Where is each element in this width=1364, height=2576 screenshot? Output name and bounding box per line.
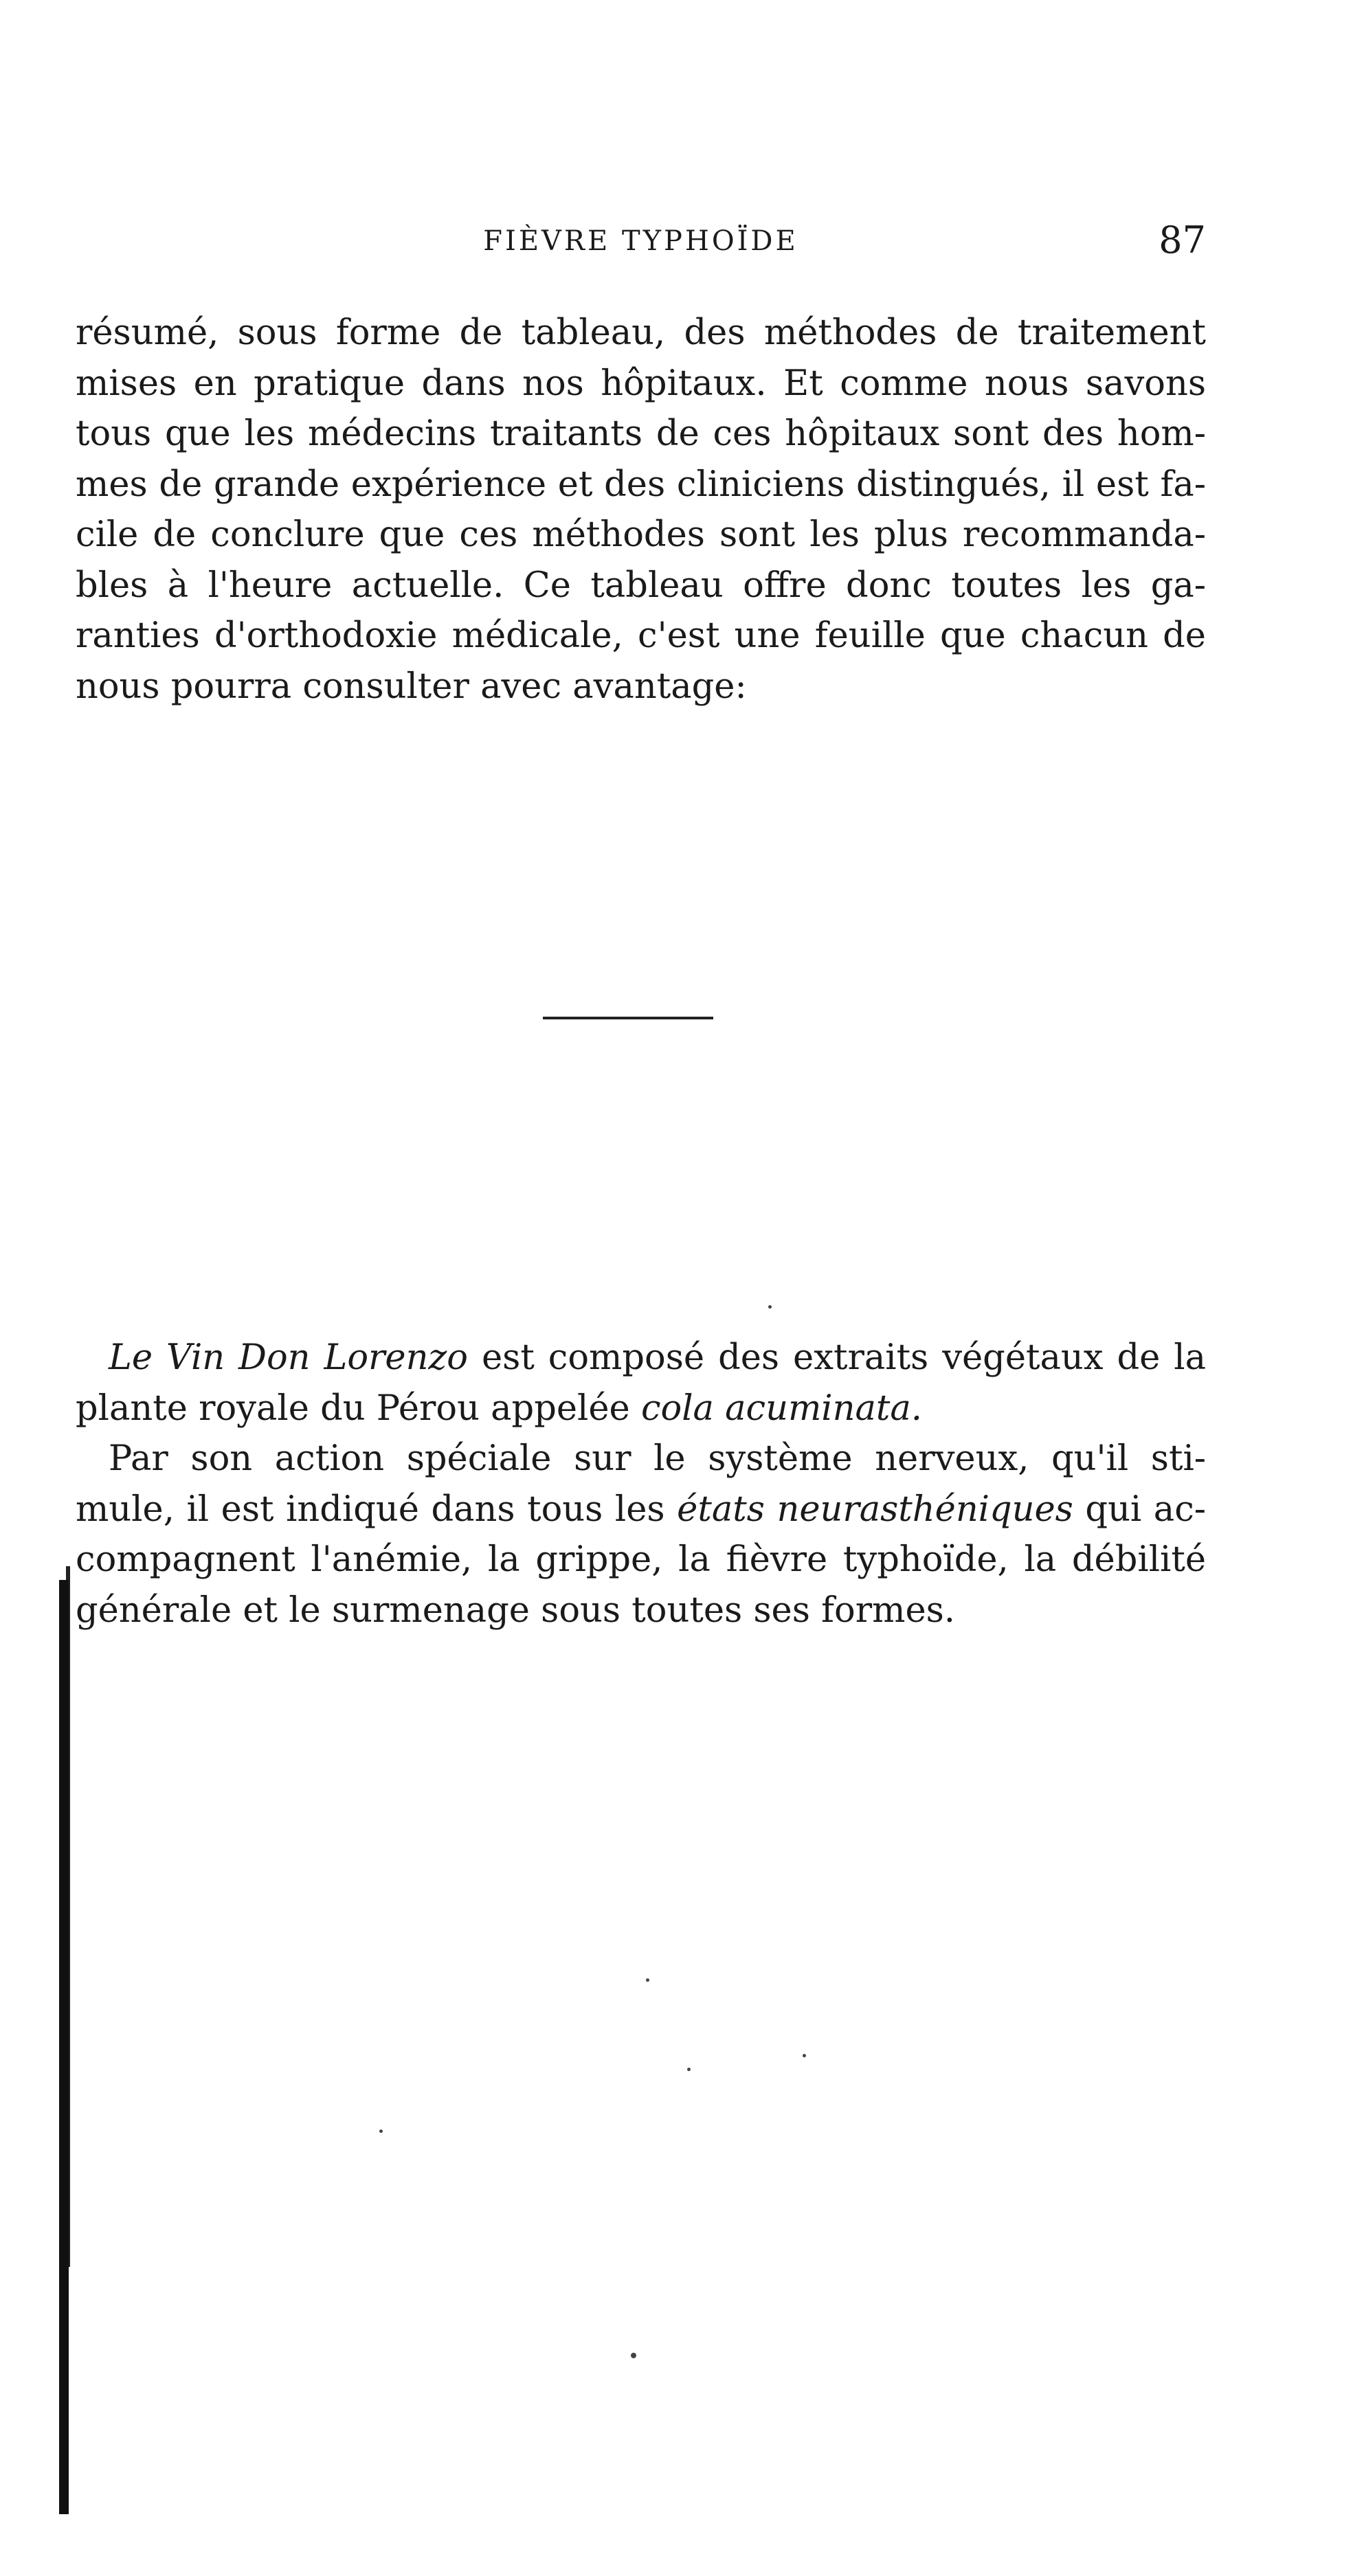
scan-speck <box>631 2353 636 2358</box>
text-line: mises en pratique dans nos hôpitaux. Et comme nous savons <box>76 363 1206 404</box>
text-line <box>76 1383 1206 1434</box>
text-line: résumé, sous forme de tableau, des méthodes de traitement <box>76 313 1206 353</box>
scan-speck <box>646 1978 649 1982</box>
text-line: cile de conclure que ces méthodes sont les plus recommanda- <box>76 515 1206 555</box>
paragraph-advertisement <box>76 1333 1206 1636</box>
product-name: Le Vin Don Lorenzo <box>109 1337 469 1378</box>
text-line <box>76 1333 1206 1383</box>
text-line <box>76 1484 1206 1535</box>
text-span: mule, il est indiqué dans tous les <box>76 1489 678 1530</box>
text-line: tous que les médecins traitants de ces hôpitaux sont des hom- <box>76 414 1206 454</box>
text-line: bles à l'heure actuelle. Ce tableau offre donc toutes les ga- <box>76 565 1206 606</box>
page-number: 87 <box>1159 218 1206 262</box>
paragraph-methods <box>76 308 1206 712</box>
condition-name: états neurasthéniques <box>677 1489 1073 1530</box>
text-line: compagnent l'anémie, la grippe, la fièvre typhoïde, la débilité <box>76 1539 1206 1580</box>
plant-name: cola acuminata. <box>640 1388 922 1429</box>
scan-speck <box>687 2068 691 2071</box>
text-line: générale et le surmenage sous toutes ses formes. <box>76 1590 956 1631</box>
running-title: FIÈVRE TYPHOÏDE <box>483 225 798 257</box>
scan-margin-bar <box>59 1580 69 2514</box>
scan-speck <box>768 1305 772 1309</box>
text-line: nous pourra consulter avec avantage: <box>76 666 747 707</box>
text-span: qui ac- <box>1073 1489 1206 1530</box>
text-span: plante royale du Pérou appelée <box>76 1388 641 1429</box>
running-head <box>76 218 1206 260</box>
scan-speck <box>379 2129 383 2133</box>
text-line: Par son action spéciale sur le système nerveux, qu'il sti- <box>109 1438 1206 1479</box>
scan-speck <box>803 2054 806 2057</box>
text-span: est composé des extraits végétaux de la <box>468 1337 1206 1378</box>
section-divider-rule <box>543 1017 713 1019</box>
text-line: ranties d'orthodoxie médicale, c'est une feuille que chacun de <box>76 615 1206 656</box>
text-line: mes de grande expérience et des cliniciens distingués, il est fa- <box>76 464 1206 505</box>
